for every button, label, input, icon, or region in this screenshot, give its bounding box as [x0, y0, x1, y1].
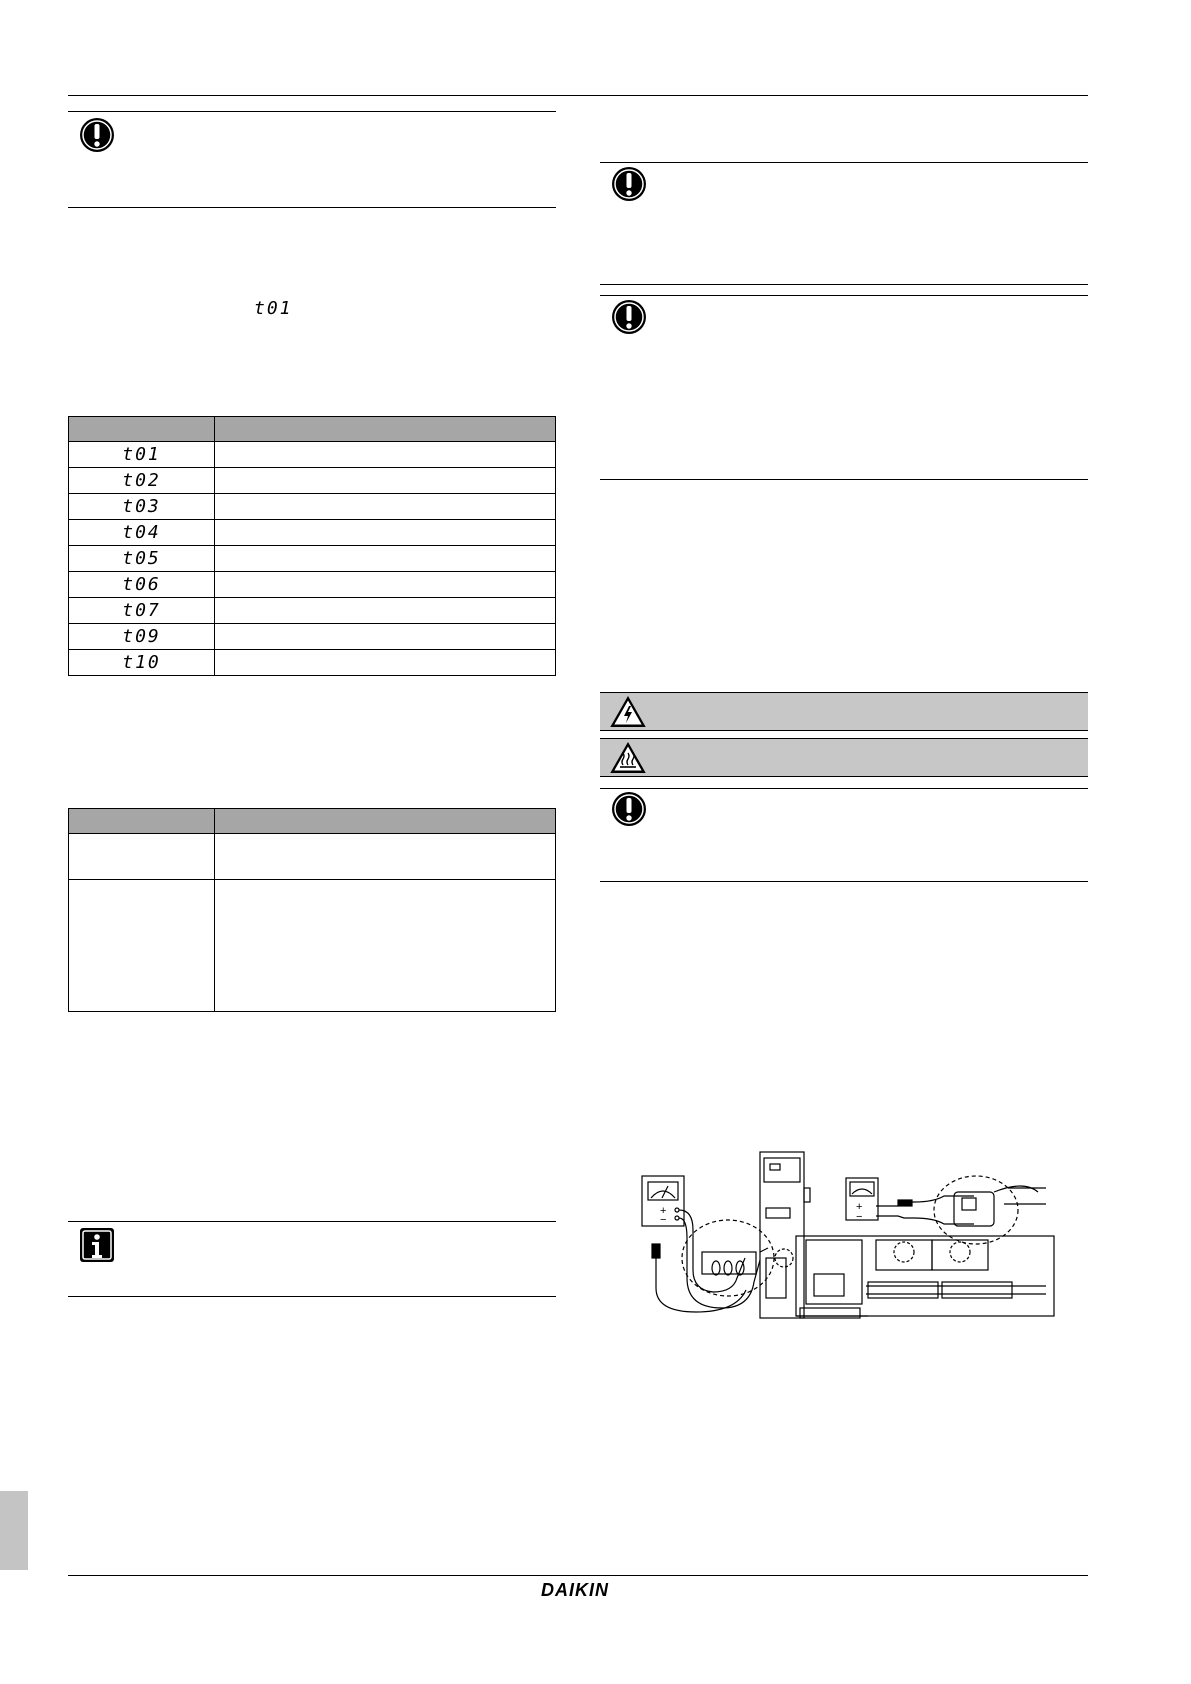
- code-cell: t01: [122, 444, 161, 465]
- table-row: [69, 442, 556, 468]
- code-cell: t04: [122, 522, 161, 543]
- table-row: [69, 834, 556, 880]
- table-row: [69, 880, 556, 1012]
- code-cell: t10: [122, 652, 161, 673]
- svg-text:−: −: [856, 1211, 863, 1223]
- desc-cell: [215, 650, 556, 676]
- electric-warning-bar: [600, 692, 1088, 731]
- table-header-code: [69, 417, 215, 442]
- desc-cell: [215, 520, 556, 546]
- cell: [69, 834, 215, 880]
- notice-bottom-rule: [600, 881, 1088, 882]
- high-voltage-warning-icon: [610, 696, 646, 728]
- info-bottom-rule: [68, 1296, 556, 1297]
- notice-bottom-rule: [600, 284, 1088, 285]
- multimeter-measurement-illustration: [636, 1148, 1076, 1323]
- cell: [215, 880, 556, 1012]
- notice-top-rule: [600, 162, 1088, 163]
- table-header-col1: [69, 809, 215, 834]
- table-row: [69, 624, 556, 650]
- desc-cell: [215, 546, 556, 572]
- desc-cell: [215, 468, 556, 494]
- table-row: [69, 520, 556, 546]
- second-table: [68, 808, 556, 1012]
- inline-error-code: t01: [254, 298, 293, 319]
- table-row: [69, 494, 556, 520]
- desc-cell: [215, 624, 556, 650]
- side-tab: [0, 1491, 28, 1570]
- code-cell: t07: [122, 600, 161, 621]
- table-row: [69, 546, 556, 572]
- info-top-rule: [68, 1221, 556, 1222]
- code-cell: t09: [122, 626, 161, 647]
- exclamation-icon: [610, 298, 648, 336]
- notice-top-rule: [600, 788, 1088, 789]
- daikin-logo: DAIKIN: [541, 1580, 609, 1600]
- footer-rule: [68, 1575, 1088, 1576]
- svg-text:−: −: [660, 1214, 667, 1226]
- notice-top-rule: [600, 295, 1088, 296]
- hot-surface-warning-bar: [600, 738, 1088, 777]
- svg-text:+: +: [856, 1201, 863, 1213]
- table-row: [69, 572, 556, 598]
- code-cell: t05: [122, 548, 161, 569]
- table-row: [69, 598, 556, 624]
- error-code-table: [68, 416, 556, 676]
- notice-top-rule: [68, 111, 556, 112]
- table-header-description: [215, 417, 556, 442]
- info-icon: [78, 1226, 116, 1264]
- cell: [69, 880, 215, 1012]
- desc-cell: [215, 572, 556, 598]
- table-row: [69, 468, 556, 494]
- exclamation-icon: [610, 790, 648, 828]
- code-cell: t02: [122, 470, 161, 491]
- code-cell: t03: [122, 496, 161, 517]
- desc-cell: [215, 598, 556, 624]
- header-rule: [68, 95, 1088, 96]
- svg-text:+: +: [660, 1205, 667, 1217]
- exclamation-icon: [610, 165, 648, 203]
- notice-bottom-rule: [600, 479, 1088, 480]
- table-row: [69, 650, 556, 676]
- cell: [215, 834, 556, 880]
- desc-cell: [215, 442, 556, 468]
- notice-bottom-rule: [68, 207, 556, 208]
- table-header-col2: [215, 809, 556, 834]
- exclamation-icon: [78, 116, 116, 154]
- code-cell: t06: [122, 574, 161, 595]
- desc-cell: [215, 494, 556, 520]
- hot-surface-warning-icon: [610, 742, 646, 774]
